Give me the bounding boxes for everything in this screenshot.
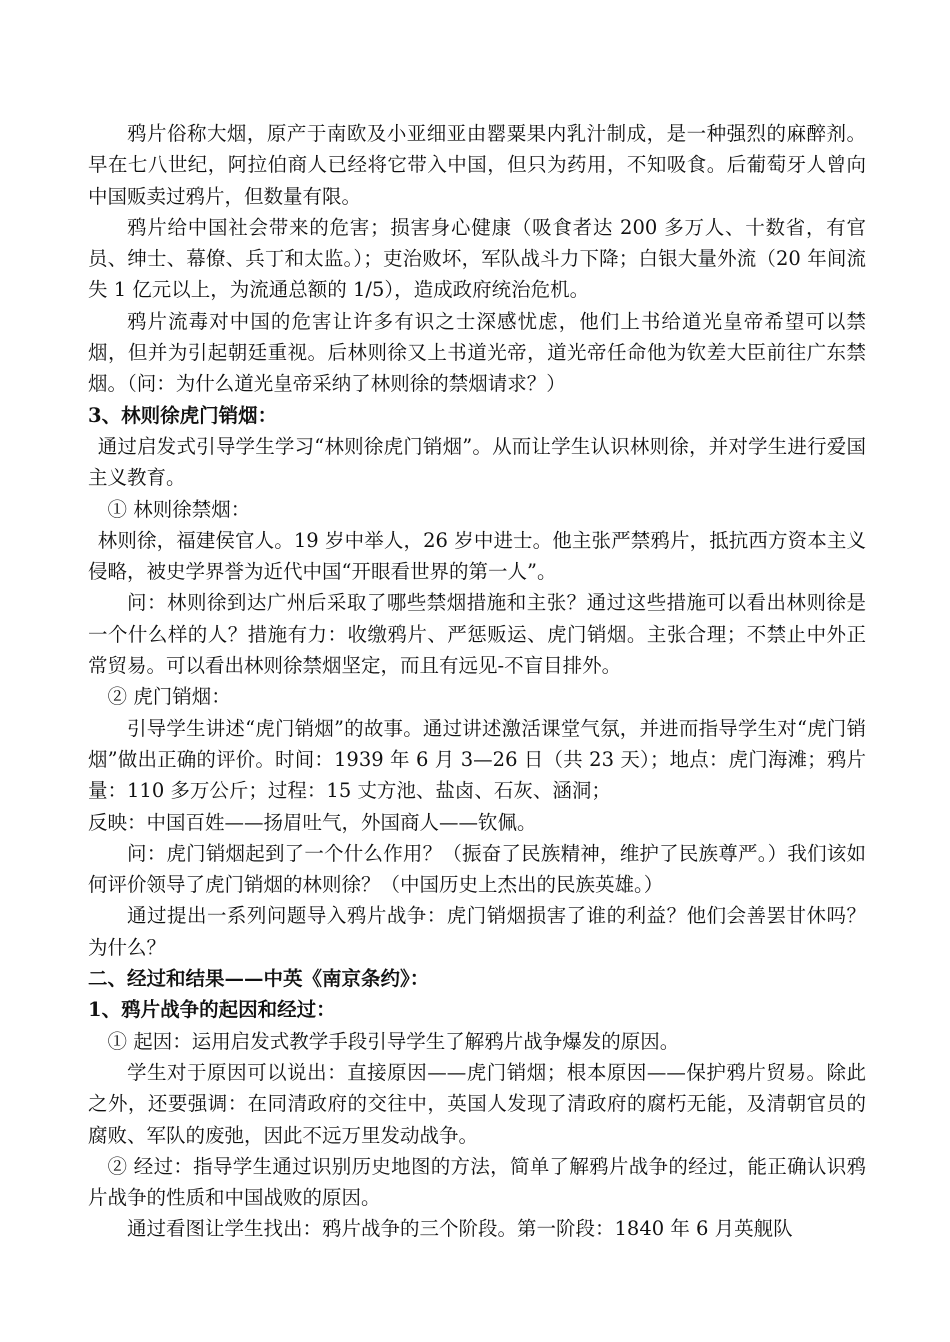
paragraph-lin-intro: 通过启发式引导学生学习“林则徐虎门销烟”。从而让学生认识林则徐，并对学生进行爱国主义教育。	[88, 434, 866, 490]
heading-lin-zexu-humen: 3、林则徐虎门销烟：	[88, 403, 278, 427]
document-body	[88, 118, 866, 1245]
paragraph-cause-detail: 学生对于原因可以说出：直接原因——虎门销烟；根本原因——保护鸦片贸易。除此之外，还要强调：在同清政府的交往中，英国人发现了清政府的腐朽无能，及清朝官员的腐败、军队的废弛，因此不远万里发动战争。	[88, 1060, 866, 1147]
paragraph-opium-harm: 鸦片给中国社会带来的危害；损害身心健康（吸食者达 200 多万人、十数省，有官员、绅士、幕僚、兵丁和太监。）；吏治败坏，军队战斗力下降；白银大量外流（20 年间流失 1 亿元以上，为流通总额的 1/5），造成政府统治危机。	[88, 215, 866, 302]
paragraph-opium-origin: 鸦片俗称大烟，原产于南欧及小亚细亚由罂粟果内乳汁制成，是一种强烈的麻醉剂。早在七八世纪，阿拉伯商人已经将它带入中国，但只为药用，不知吸食。后葡萄牙人曾向中国贩卖过鸦片，但数量有限。	[88, 122, 866, 208]
paragraph-humen-question: 问：虎门销烟起到了一个什么作用？（振奋了民族精神，维护了民族尊严。）我们该如何评价领导了虎门销烟的林则徐？（中国历史上杰出的民族英雄。）	[88, 841, 866, 897]
heading-war-cause-process: 1、鸦片战争的起因和经过：	[88, 998, 336, 1022]
heading-process-result: 二、经过和结果——中英《南京条约》：	[88, 967, 430, 991]
paragraph-humen-reaction: 反映：中国百姓——扬眉吐气，外国商人——钦佩。	[88, 810, 537, 834]
paragraph-ban-request: 鸦片流毒对中国的危害让许多有识之士深感忧虑，他们上书给道光皇帝希望可以禁烟，但并为引起朝廷重视。后林则徐又上书道光帝，道光帝任命他为钦差大臣前往广东禁烟。（问：为什么道光皇帝采纳了林则徐的禁烟请求？）	[88, 309, 866, 396]
paragraph-lin-measures: 问：林则徐到达广州后采取了哪些禁烟措施和主张？通过这些措施可以看出林则徐是一个什么样的人？措施有力：收缴鸦片、严惩贩运、虎门销烟。主张合理；不禁止中外正常贸易。可以看出林则徐禁烟坚定，而且有远见-不盲目排外。	[88, 591, 866, 678]
subheading-lin-ban: ① 林则徐禁烟：	[107, 497, 251, 521]
subheading-humen: ② 虎门销烟：	[107, 685, 231, 709]
paragraph-lin-bio: 林则徐，福建侯官人。19 岁中举人，26 岁中进士。他主张严禁鸦片，抵抗西方资本主义侵略，被史学界誉为近代中国“开眼看世界的第一人”。	[88, 528, 866, 584]
paragraph-three-stages: 通过看图让学生找出：鸦片战争的三个阶段。第一阶段：1840 年 6 月英舰队	[127, 1217, 793, 1241]
subheading-cause: ① 起因：运用启发式教学手段引导学生了解鸦片战争爆发的原因。	[107, 1029, 680, 1053]
paragraph-humen-story: 引导学生讲述“虎门销烟”的故事。通过讲述激活课堂气氛，并进而指导学生对“虎门销烟”做出正确的评价。时间：1939 年 6 月 3—26 日（共 23 天）；地点：虎门海滩；鸦片量：110 多万公斤；过程：15 丈方池、盐卤、石灰、涵洞；	[88, 716, 866, 803]
paragraph-war-lead-in: 通过提出一系列问题导入鸦片战争：虎门销烟损害了谁的利益？他们会善罢甘休吗？为什么？	[88, 904, 866, 959]
subheading-process: ② 经过：指导学生通过识别历史地图的方法，简单了解鸦片战争的经过，能正确认识鸦片战争的性质和中国战败的原因。	[88, 1154, 866, 1210]
